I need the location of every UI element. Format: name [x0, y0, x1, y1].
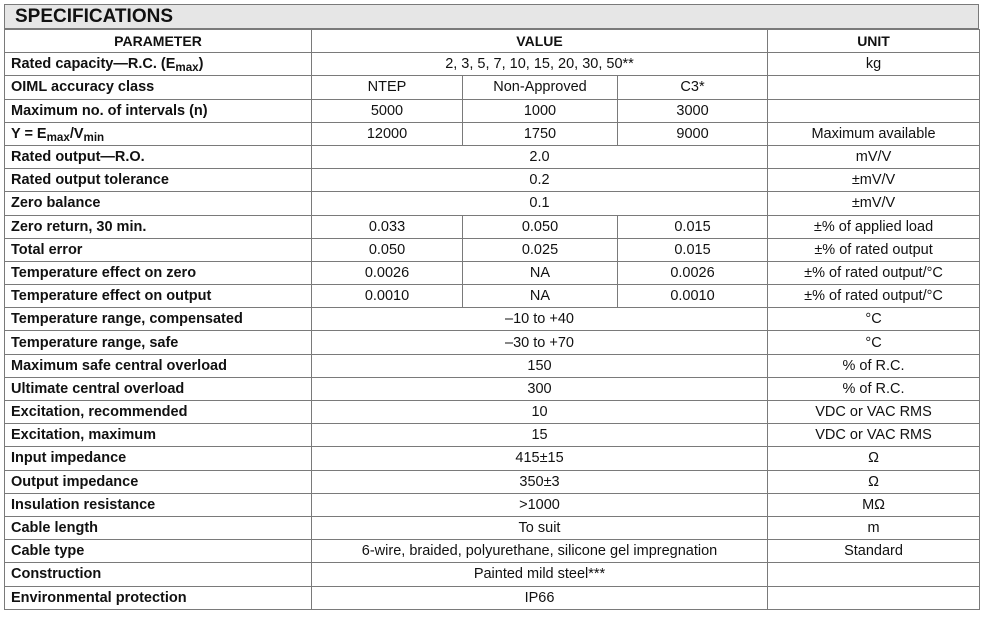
- unit-cell: Maximum available: [768, 122, 980, 145]
- parameter-cell: [5, 285, 312, 308]
- parameter-cell: [5, 122, 312, 145]
- unit-cell: Ω: [768, 470, 980, 493]
- parameter-label: Total error: [11, 241, 83, 258]
- parameter-label: Excitation, recommended: [11, 404, 188, 421]
- unit-cell: ±% of applied load: [768, 215, 980, 238]
- parameter-cell: [5, 401, 312, 424]
- unit-cell: kg: [768, 53, 980, 76]
- parameter-cell: [5, 354, 312, 377]
- parameter-subscript: max: [46, 130, 70, 144]
- value-cell: –10 to +40: [312, 308, 768, 331]
- value-cell: 15: [312, 424, 768, 447]
- parameter-subscript: min: [83, 130, 105, 144]
- unit-cell: [768, 99, 980, 122]
- section-title: SPECIFICATIONS: [4, 4, 979, 29]
- value-cell: 0.015: [618, 215, 768, 238]
- unit-cell: % of R.C.: [768, 354, 980, 377]
- unit-cell: ±% of rated output/°C: [768, 285, 980, 308]
- table-row: [5, 308, 980, 331]
- parameter-label: Rated capacity—R.C. (E: [11, 56, 176, 73]
- value-cell: –30 to +70: [312, 331, 768, 354]
- table-row: [5, 331, 980, 354]
- table-row: [5, 401, 980, 424]
- parameter-label: OIML accuracy class: [11, 79, 155, 96]
- parameter-label: Temperature range, safe: [11, 334, 179, 351]
- unit-cell: m: [768, 516, 980, 539]
- value-cell: 0.050: [312, 238, 463, 261]
- value-cell: Painted mild steel***: [312, 563, 768, 586]
- unit-cell: Standard: [768, 540, 980, 563]
- parameter-cell: [5, 563, 312, 586]
- parameter-cell: [5, 145, 312, 168]
- parameter-label: Temperature effect on zero: [11, 264, 197, 281]
- value-cell: 1750: [463, 122, 618, 145]
- parameter-subscript: max: [175, 61, 199, 75]
- table-row: [5, 586, 980, 609]
- table-row: [5, 563, 980, 586]
- parameter-label: Input impedance: [11, 450, 127, 467]
- table-row: [5, 285, 980, 308]
- value-cell: 350±3: [312, 470, 768, 493]
- table-row: [5, 424, 980, 447]
- parameter-label: Zero balance: [11, 195, 101, 212]
- table-row: [5, 192, 980, 215]
- table-row: [5, 99, 980, 122]
- unit-cell: ±% of rated output: [768, 238, 980, 261]
- unit-cell: VDC or VAC RMS: [768, 401, 980, 424]
- parameter-label: Insulation resistance: [11, 496, 156, 513]
- parameter-cell: [5, 516, 312, 539]
- parameter-label: Maximum safe central overload: [11, 357, 227, 374]
- parameter-cell: [5, 331, 312, 354]
- parameter-label-tail: ): [198, 56, 204, 73]
- parameter-label: Cable length: [11, 520, 99, 537]
- table-row: [5, 76, 980, 99]
- value-cell: 3000: [618, 99, 768, 122]
- value-cell: 300: [312, 377, 768, 400]
- unit-cell: MΩ: [768, 493, 980, 516]
- value-cell: >1000: [312, 493, 768, 516]
- unit-cell: [768, 563, 980, 586]
- value-cell: 0.025: [463, 238, 618, 261]
- parameter-cell: [5, 424, 312, 447]
- table-row: [5, 470, 980, 493]
- table-row: [5, 377, 980, 400]
- parameter-label: Cable type: [11, 543, 85, 560]
- header-parameter: PARAMETER: [5, 30, 312, 53]
- value-cell: 2.0: [312, 145, 768, 168]
- unit-cell: [768, 586, 980, 609]
- parameter-label: Construction: [11, 566, 102, 583]
- value-cell: 0.0026: [312, 261, 463, 284]
- table-row: [5, 493, 980, 516]
- unit-cell: ±% of rated output/°C: [768, 261, 980, 284]
- parameter-cell: [5, 238, 312, 261]
- value-cell: NTEP: [312, 76, 463, 99]
- value-cell: 415±15: [312, 447, 768, 470]
- parameter-cell: [5, 261, 312, 284]
- parameter-cell: [5, 76, 312, 99]
- parameter-cell: [5, 493, 312, 516]
- header-row: [5, 30, 980, 53]
- parameter-label: Output impedance: [11, 473, 139, 490]
- parameter-label: Environmental protection: [11, 589, 187, 606]
- value-cell: 9000: [618, 122, 768, 145]
- parameter-cell: [5, 169, 312, 192]
- parameter-cell: [5, 53, 312, 76]
- unit-cell: VDC or VAC RMS: [768, 424, 980, 447]
- value-cell: 1000: [463, 99, 618, 122]
- parameter-cell: [5, 586, 312, 609]
- parameter-label: Excitation, maximum: [11, 427, 157, 444]
- value-cell: 0.0010: [618, 285, 768, 308]
- table-row: [5, 447, 980, 470]
- unit-cell: ±mV/V: [768, 192, 980, 215]
- unit-cell: ±mV/V: [768, 169, 980, 192]
- spec-sheet: [4, 4, 979, 610]
- parameter-label: Temperature range, compensated: [11, 311, 243, 328]
- value-cell: 0.015: [618, 238, 768, 261]
- value-cell: NA: [463, 285, 618, 308]
- table-row: [5, 169, 980, 192]
- value-cell: 5000: [312, 99, 463, 122]
- parameter-cell: [5, 215, 312, 238]
- unit-cell: [768, 76, 980, 99]
- table-row: [5, 238, 980, 261]
- parameter-cell: [5, 377, 312, 400]
- table-row: [5, 516, 980, 539]
- parameter-cell: [5, 308, 312, 331]
- header-unit: UNIT: [768, 30, 980, 53]
- table-row: [5, 122, 980, 145]
- table-row: [5, 215, 980, 238]
- parameter-label: Y = E: [11, 125, 47, 142]
- unit-cell: °C: [768, 331, 980, 354]
- table-row: [5, 53, 980, 76]
- unit-cell: Ω: [768, 447, 980, 470]
- parameter-label: Temperature effect on output: [11, 288, 212, 305]
- value-cell: 0.0026: [618, 261, 768, 284]
- table-row: [5, 540, 980, 563]
- parameter-label: Rated output—R.O.: [11, 149, 145, 166]
- unit-cell: °C: [768, 308, 980, 331]
- value-cell: 10: [312, 401, 768, 424]
- parameter-label: Zero return, 30 min.: [11, 218, 147, 235]
- parameter-label-middle: /V: [69, 125, 84, 142]
- parameter-cell: [5, 447, 312, 470]
- parameter-cell: [5, 99, 312, 122]
- value-cell: C3*: [618, 76, 768, 99]
- value-cell: NA: [463, 261, 618, 284]
- parameter-label: Ultimate central overload: [11, 380, 185, 397]
- parameter-label: Rated output tolerance: [11, 172, 169, 189]
- unit-cell: % of R.C.: [768, 377, 980, 400]
- value-cell: 2, 3, 5, 7, 10, 15, 20, 30, 50**: [312, 53, 768, 76]
- table-row: [5, 354, 980, 377]
- table-row: [5, 261, 980, 284]
- header-value: VALUE: [312, 30, 768, 53]
- value-cell: 0.033: [312, 215, 463, 238]
- unit-cell: mV/V: [768, 145, 980, 168]
- value-cell: 6-wire, braided, polyurethane, silicone gel impregnation: [312, 540, 768, 563]
- table-row: [5, 145, 980, 168]
- value-cell: IP66: [312, 586, 768, 609]
- parameter-cell: [5, 540, 312, 563]
- spec-body: [5, 53, 980, 610]
- value-cell: 12000: [312, 122, 463, 145]
- parameter-cell: [5, 192, 312, 215]
- parameter-label: Maximum no. of intervals (n): [11, 102, 208, 119]
- value-cell: 0.1: [312, 192, 768, 215]
- spec-table: [4, 29, 980, 610]
- parameter-cell: [5, 470, 312, 493]
- value-cell: 0.0010: [312, 285, 463, 308]
- value-cell: To suit: [312, 516, 768, 539]
- value-cell: 0.2: [312, 169, 768, 192]
- value-cell: 0.050: [463, 215, 618, 238]
- value-cell: Non-Approved: [463, 76, 618, 99]
- value-cell: 150: [312, 354, 768, 377]
